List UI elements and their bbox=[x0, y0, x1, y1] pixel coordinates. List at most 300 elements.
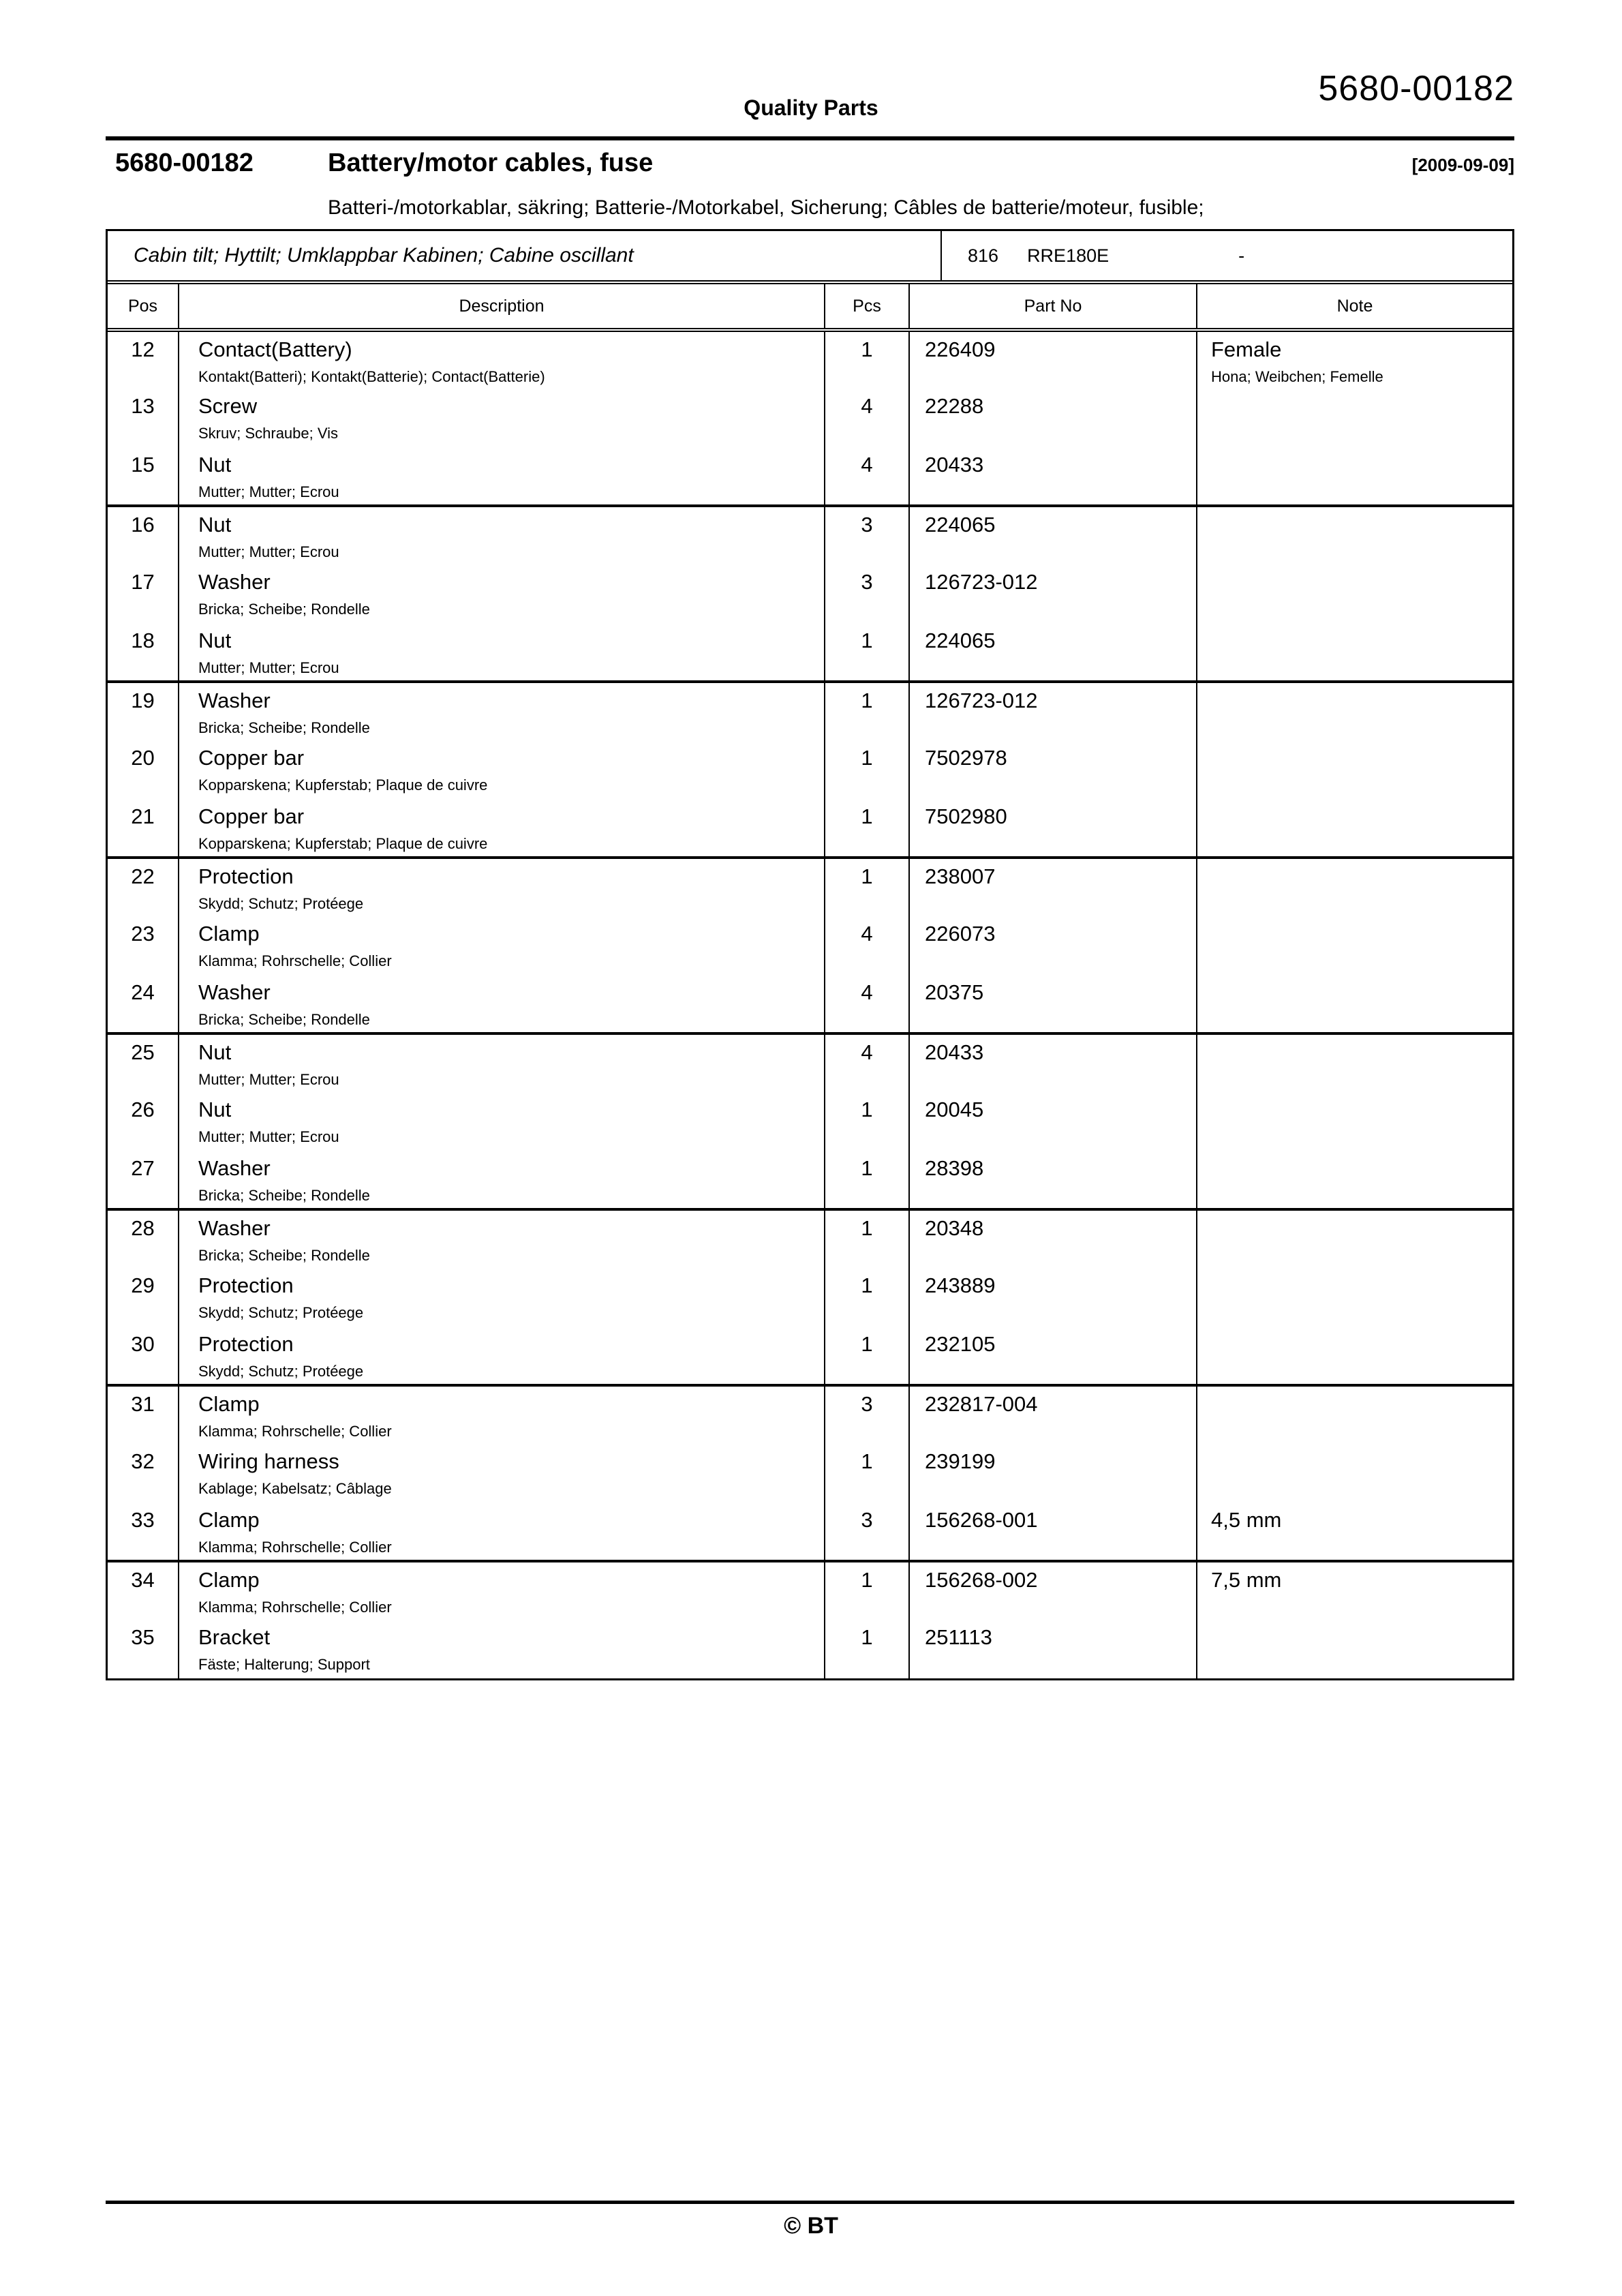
note-value bbox=[1211, 1620, 1512, 1627]
description-cell bbox=[179, 447, 825, 506]
pos-value: 16 bbox=[131, 513, 155, 537]
pcs-value: 1 bbox=[861, 337, 873, 361]
table-row bbox=[108, 1385, 1512, 1444]
description-translations: Bricka; Scheibe; Rondelle bbox=[198, 600, 370, 618]
parts-group bbox=[108, 506, 1512, 682]
pcs-cell bbox=[825, 1151, 909, 1209]
table-row bbox=[108, 682, 1512, 740]
column-header-note: Note bbox=[1197, 284, 1512, 330]
pos-cell bbox=[108, 1209, 179, 1268]
note-cell bbox=[1197, 623, 1512, 682]
pcs-cell bbox=[825, 916, 909, 975]
pos-cell bbox=[108, 799, 179, 858]
note-cell bbox=[1197, 1268, 1512, 1327]
part-no-value: 20348 bbox=[925, 1216, 984, 1240]
pcs-value: 3 bbox=[861, 1392, 873, 1416]
part-no-cell bbox=[909, 330, 1197, 389]
part-no-cell bbox=[909, 564, 1197, 623]
parts-table bbox=[108, 284, 1512, 1678]
description-value: Screw bbox=[198, 394, 258, 418]
table-row bbox=[108, 740, 1512, 799]
part-no-value: 156268-002 bbox=[925, 1568, 1038, 1592]
pcs-value: 1 bbox=[861, 1273, 873, 1297]
pos-value: 30 bbox=[131, 1332, 155, 1356]
pcs-value: 1 bbox=[861, 746, 873, 770]
description-value: Copper bar bbox=[198, 804, 305, 828]
table-row bbox=[108, 1327, 1512, 1385]
pos-cell bbox=[108, 330, 179, 389]
note-cell bbox=[1197, 506, 1512, 564]
description-cell bbox=[179, 1209, 825, 1268]
pcs-cell bbox=[825, 564, 909, 623]
title-row bbox=[106, 149, 1514, 178]
note-cell bbox=[1197, 682, 1512, 740]
note-cell bbox=[1197, 740, 1512, 799]
description-value: Clamp bbox=[198, 1568, 260, 1592]
pcs-value: 4 bbox=[861, 980, 873, 1004]
pcs-value: 1 bbox=[861, 1098, 873, 1121]
pos-cell bbox=[108, 1327, 179, 1385]
pcs-cell bbox=[825, 975, 909, 1033]
parts-group bbox=[108, 1209, 1512, 1385]
description-translations: Skruv; Schraube; Vis bbox=[198, 424, 339, 442]
pcs-cell bbox=[825, 1209, 909, 1268]
pcs-value: 1 bbox=[861, 1332, 873, 1356]
parts-table-header bbox=[108, 284, 1512, 330]
pos-cell bbox=[108, 1151, 179, 1209]
part-no-value: 7502980 bbox=[925, 804, 1007, 828]
description-translations: Kablage; Kabelsatz; Câblage bbox=[198, 1479, 392, 1497]
note-cell bbox=[1197, 858, 1512, 916]
column-header-pcs: Pcs bbox=[825, 284, 909, 330]
pos-value: 32 bbox=[131, 1449, 155, 1473]
pos-cell bbox=[108, 682, 179, 740]
pos-value: 33 bbox=[131, 1508, 155, 1532]
note-cell bbox=[1197, 1151, 1512, 1209]
note-value: 7,5 mm bbox=[1211, 1568, 1282, 1592]
description-value: Protection bbox=[198, 864, 294, 888]
pos-cell bbox=[108, 1444, 179, 1502]
pcs-value: 4 bbox=[861, 453, 873, 477]
pcs-value: 1 bbox=[861, 1156, 873, 1180]
pcs-value: 1 bbox=[861, 689, 873, 712]
description-cell bbox=[179, 623, 825, 682]
description-cell bbox=[179, 1033, 825, 1092]
note-cell bbox=[1197, 1561, 1512, 1620]
model-name: RRE180E bbox=[1027, 245, 1110, 266]
note-value bbox=[1211, 860, 1512, 866]
description-cell bbox=[179, 389, 825, 447]
pos-cell bbox=[108, 1561, 179, 1620]
part-no-value: 226409 bbox=[925, 337, 996, 361]
description-translations: Kopparskena; Kupferstab; Plaque de cuivre bbox=[198, 834, 488, 852]
pos-value: 17 bbox=[131, 570, 155, 594]
table-row bbox=[108, 916, 1512, 975]
pcs-cell bbox=[825, 1327, 909, 1385]
pos-value: 21 bbox=[131, 804, 155, 828]
description-cell bbox=[179, 1444, 825, 1502]
description-cell bbox=[179, 916, 825, 975]
note-value bbox=[1211, 508, 1512, 514]
part-no-value: 238007 bbox=[925, 864, 996, 888]
part-no-cell bbox=[909, 1620, 1197, 1678]
pcs-cell bbox=[825, 740, 909, 799]
note-cell bbox=[1197, 1327, 1512, 1385]
note-translations: Hona; Weibchen; Femelle bbox=[1211, 367, 1383, 385]
pos-cell bbox=[108, 858, 179, 916]
description-cell bbox=[179, 1385, 825, 1444]
part-no-cell bbox=[909, 1385, 1197, 1444]
note-value bbox=[1211, 389, 1512, 395]
parts-group bbox=[108, 1561, 1512, 1678]
note-value bbox=[1211, 917, 1512, 923]
pcs-value: 1 bbox=[861, 804, 873, 828]
description-cell bbox=[179, 799, 825, 858]
part-no-cell bbox=[909, 858, 1197, 916]
note-cell bbox=[1197, 975, 1512, 1033]
description-translations: Bricka; Scheibe; Rondelle bbox=[198, 1186, 370, 1204]
note-value bbox=[1211, 1211, 1512, 1218]
description-cell bbox=[179, 740, 825, 799]
table-row bbox=[108, 1151, 1512, 1209]
part-no-value: 232105 bbox=[925, 1332, 996, 1356]
part-no-value: 126723-012 bbox=[925, 570, 1038, 594]
brand-title: Quality Parts bbox=[744, 95, 878, 120]
note-cell bbox=[1197, 564, 1512, 623]
note-value: 4,5 mm bbox=[1211, 1508, 1282, 1532]
pcs-cell bbox=[825, 799, 909, 858]
part-no-cell bbox=[909, 1209, 1197, 1268]
parts-group bbox=[108, 330, 1512, 506]
part-no-cell bbox=[909, 1151, 1197, 1209]
note-cell bbox=[1197, 1209, 1512, 1268]
pos-value: 20 bbox=[131, 746, 155, 770]
column-header-description: Description bbox=[179, 284, 825, 330]
part-no-value: 22288 bbox=[925, 394, 984, 418]
part-no-value: 126723-012 bbox=[925, 689, 1038, 712]
pcs-value: 3 bbox=[861, 570, 873, 594]
pcs-value: 4 bbox=[861, 394, 873, 418]
pcs-cell bbox=[825, 1385, 909, 1444]
description-cell bbox=[179, 682, 825, 740]
pos-value: 15 bbox=[131, 453, 155, 477]
description-translations: Mutter; Mutter; Ecrou bbox=[198, 1070, 339, 1088]
pcs-cell bbox=[825, 447, 909, 506]
assembly-name: Cabin tilt; Hyttilt; Umklappbar Kabinen; Cabine oscillant bbox=[108, 231, 942, 280]
header-divider bbox=[106, 136, 1514, 140]
pos-cell bbox=[108, 506, 179, 564]
pos-cell bbox=[108, 1092, 179, 1151]
part-no-value: 251113 bbox=[925, 1625, 992, 1649]
description-cell bbox=[179, 1620, 825, 1678]
description-translations: Mutter; Mutter; Ecrou bbox=[198, 483, 339, 500]
description-translations: Bricka; Scheibe; Rondelle bbox=[198, 719, 370, 736]
note-cell bbox=[1197, 330, 1512, 389]
pos-value: 22 bbox=[131, 864, 155, 888]
description-value: Nut bbox=[198, 629, 232, 652]
description-value: Nut bbox=[198, 513, 232, 537]
pcs-cell bbox=[825, 330, 909, 389]
note-cell bbox=[1197, 916, 1512, 975]
description-value: Contact(Battery) bbox=[198, 337, 352, 361]
table-row bbox=[108, 1502, 1512, 1561]
description-cell bbox=[179, 1327, 825, 1385]
pcs-cell bbox=[825, 1092, 909, 1151]
part-no-value: 28398 bbox=[925, 1156, 984, 1180]
part-no-value: 7502978 bbox=[925, 746, 1007, 770]
page-doc-number: 5680-00182 bbox=[1318, 69, 1514, 108]
table-row bbox=[108, 1561, 1512, 1620]
part-no-cell bbox=[909, 916, 1197, 975]
description-value: Protection bbox=[198, 1332, 294, 1356]
pos-cell bbox=[108, 1033, 179, 1092]
table-row bbox=[108, 1620, 1512, 1678]
table-row bbox=[108, 799, 1512, 858]
note-cell bbox=[1197, 1092, 1512, 1151]
title-doc-number: 5680-00182 bbox=[115, 149, 254, 177]
part-no-cell bbox=[909, 1092, 1197, 1151]
pos-value: 19 bbox=[131, 689, 155, 712]
part-no-cell bbox=[909, 975, 1197, 1033]
description-translations: Bricka; Scheibe; Rondelle bbox=[198, 1010, 370, 1028]
pcs-cell bbox=[825, 1444, 909, 1502]
section-header-row bbox=[108, 231, 1512, 284]
table-row bbox=[108, 623, 1512, 682]
description-value: Wiring harness bbox=[198, 1449, 339, 1473]
note-value bbox=[1211, 800, 1512, 806]
pos-cell bbox=[108, 1268, 179, 1327]
note-value bbox=[1211, 741, 1512, 747]
part-no-cell bbox=[909, 740, 1197, 799]
table-row bbox=[108, 1268, 1512, 1327]
note-cell bbox=[1197, 1385, 1512, 1444]
parts-group bbox=[108, 1033, 1512, 1209]
description-cell bbox=[179, 1561, 825, 1620]
description-translations: Skydd; Schutz; Protéege bbox=[198, 1362, 364, 1380]
note-value bbox=[1211, 976, 1512, 982]
description-translations: Kopparskena; Kupferstab; Plaque de cuivre bbox=[198, 776, 488, 794]
pos-value: 34 bbox=[131, 1568, 155, 1592]
table-row bbox=[108, 858, 1512, 916]
description-cell bbox=[179, 858, 825, 916]
model-info bbox=[942, 245, 1512, 267]
description-cell bbox=[179, 1151, 825, 1209]
description-cell bbox=[179, 1268, 825, 1327]
pos-value: 31 bbox=[131, 1392, 155, 1416]
pcs-value: 4 bbox=[861, 1040, 873, 1064]
table-row bbox=[108, 564, 1512, 623]
description-translations: Fäste; Halterung; Support bbox=[198, 1655, 370, 1673]
pcs-cell bbox=[825, 389, 909, 447]
pos-cell bbox=[108, 1620, 179, 1678]
note-value bbox=[1211, 1445, 1512, 1451]
pcs-value: 1 bbox=[861, 629, 873, 652]
description-cell bbox=[179, 506, 825, 564]
description-translations: Klamma; Rohrschelle; Collier bbox=[198, 1538, 392, 1556]
pcs-value: 1 bbox=[861, 864, 873, 888]
table-row bbox=[108, 1444, 1512, 1502]
column-header-part-no: Part No bbox=[909, 284, 1197, 330]
description-value: Bracket bbox=[198, 1625, 271, 1649]
table-row bbox=[108, 447, 1512, 506]
pcs-cell bbox=[825, 623, 909, 682]
model-code: 816 bbox=[968, 245, 999, 266]
part-no-value: 20433 bbox=[925, 1040, 984, 1064]
part-no-value: 243889 bbox=[925, 1273, 996, 1297]
pcs-cell bbox=[825, 1268, 909, 1327]
pos-cell bbox=[108, 1502, 179, 1561]
description-translations: Skydd; Schutz; Protéege bbox=[198, 894, 364, 912]
part-no-value: 224065 bbox=[925, 513, 996, 537]
note-value bbox=[1211, 448, 1512, 454]
part-no-value: 224065 bbox=[925, 629, 996, 652]
pcs-cell bbox=[825, 506, 909, 564]
pos-value: 29 bbox=[131, 1273, 155, 1297]
note-cell bbox=[1197, 1620, 1512, 1678]
part-no-value: 156268-001 bbox=[925, 1508, 1038, 1532]
pcs-value: 3 bbox=[861, 513, 873, 537]
part-no-cell bbox=[909, 1444, 1197, 1502]
pos-cell bbox=[108, 740, 179, 799]
part-no-value: 20375 bbox=[925, 980, 984, 1004]
parts-group bbox=[108, 1385, 1512, 1561]
pcs-cell bbox=[825, 1561, 909, 1620]
note-value bbox=[1211, 565, 1512, 571]
description-value: Washer bbox=[198, 689, 271, 712]
note-cell bbox=[1197, 389, 1512, 447]
table-row bbox=[108, 506, 1512, 564]
note-value bbox=[1211, 1387, 1512, 1393]
note-value bbox=[1211, 1327, 1512, 1333]
description-cell bbox=[179, 330, 825, 389]
page-title: Battery/motor cables, fuse bbox=[328, 149, 654, 177]
pos-cell bbox=[108, 389, 179, 447]
note-value bbox=[1211, 684, 1512, 690]
pcs-value: 1 bbox=[861, 1625, 873, 1649]
part-no-cell bbox=[909, 1502, 1197, 1561]
note-value bbox=[1211, 624, 1512, 630]
description-translations: Klamma; Rohrschelle; Collier bbox=[198, 1422, 392, 1440]
description-value: Clamp bbox=[198, 1392, 260, 1416]
note-cell bbox=[1197, 1444, 1512, 1502]
pcs-value: 1 bbox=[861, 1449, 873, 1473]
pos-value: 18 bbox=[131, 629, 155, 652]
pcs-value: 1 bbox=[861, 1216, 873, 1240]
parts-table-container bbox=[106, 229, 1514, 1680]
revision-date: [2009-09-09] bbox=[1411, 155, 1514, 175]
parts-group bbox=[108, 858, 1512, 1033]
table-row bbox=[108, 330, 1512, 389]
column-header-pos: Pos bbox=[108, 284, 179, 330]
description-value: Washer bbox=[198, 1156, 271, 1180]
pcs-cell bbox=[825, 682, 909, 740]
description-value: Washer bbox=[198, 570, 271, 594]
table-row bbox=[108, 975, 1512, 1033]
description-value: Nut bbox=[198, 1040, 232, 1064]
note-value: Female bbox=[1211, 337, 1282, 361]
pcs-cell bbox=[825, 1620, 909, 1678]
part-no-cell bbox=[909, 506, 1197, 564]
part-no-cell bbox=[909, 447, 1197, 506]
note-cell bbox=[1197, 447, 1512, 506]
pcs-value: 4 bbox=[861, 922, 873, 946]
description-value: Washer bbox=[198, 1216, 271, 1240]
pos-value: 35 bbox=[131, 1625, 155, 1649]
description-value: Nut bbox=[198, 453, 232, 477]
pos-cell bbox=[108, 975, 179, 1033]
note-value bbox=[1211, 1093, 1512, 1099]
table-row bbox=[108, 1033, 1512, 1092]
description-translations: Klamma; Rohrschelle; Collier bbox=[198, 952, 392, 969]
table-row bbox=[108, 1209, 1512, 1268]
description-value: Nut bbox=[198, 1098, 232, 1121]
part-no-cell bbox=[909, 1268, 1197, 1327]
footer-divider bbox=[106, 2201, 1514, 2204]
pos-cell bbox=[108, 1385, 179, 1444]
pos-value: 13 bbox=[131, 394, 155, 418]
description-translations: Bricka; Scheibe; Rondelle bbox=[198, 1246, 370, 1264]
pos-value: 26 bbox=[131, 1098, 155, 1121]
note-cell bbox=[1197, 799, 1512, 858]
description-translations: Kontakt(Batteri); Kontakt(Batterie); Contact(Batterie) bbox=[198, 367, 545, 385]
description-value: Copper bar bbox=[198, 746, 305, 770]
pos-value: 24 bbox=[131, 980, 155, 1004]
description-cell bbox=[179, 1092, 825, 1151]
note-value bbox=[1211, 1269, 1512, 1275]
description-translations: Mutter; Mutter; Ecrou bbox=[198, 543, 339, 560]
part-no-cell bbox=[909, 1327, 1197, 1385]
pcs-cell bbox=[825, 858, 909, 916]
note-cell bbox=[1197, 1033, 1512, 1092]
description-cell bbox=[179, 1502, 825, 1561]
pos-value: 25 bbox=[131, 1040, 155, 1064]
part-no-cell bbox=[909, 799, 1197, 858]
pos-cell bbox=[108, 916, 179, 975]
pos-value: 27 bbox=[131, 1156, 155, 1180]
description-translations: Klamma; Rohrschelle; Collier bbox=[198, 1598, 392, 1616]
description-cell bbox=[179, 564, 825, 623]
part-no-value: 20045 bbox=[925, 1098, 984, 1121]
pos-cell bbox=[108, 447, 179, 506]
pos-value: 28 bbox=[131, 1216, 155, 1240]
description-translations: Mutter; Mutter; Ecrou bbox=[198, 659, 339, 676]
note-cell bbox=[1197, 1502, 1512, 1561]
part-no-value: 20433 bbox=[925, 453, 984, 477]
table-row bbox=[108, 1092, 1512, 1151]
page-subtitle: Batteri-/motorkablar, säkring; Batterie-/Motorkabel, Sicherung; Câbles de batterie/moteur, fusible; bbox=[328, 196, 1204, 219]
table-row bbox=[108, 389, 1512, 447]
pos-cell bbox=[108, 564, 179, 623]
description-value: Washer bbox=[198, 980, 271, 1004]
serial-range: - bbox=[1238, 245, 1245, 266]
note-value bbox=[1211, 1151, 1512, 1158]
description-value: Clamp bbox=[198, 1508, 260, 1532]
part-no-value: 232817-004 bbox=[925, 1392, 1038, 1416]
part-no-cell bbox=[909, 1033, 1197, 1092]
description-translations: Skydd; Schutz; Protéege bbox=[198, 1303, 364, 1321]
pos-cell bbox=[108, 623, 179, 682]
part-no-cell bbox=[909, 389, 1197, 447]
parts-group bbox=[108, 682, 1512, 858]
pcs-value: 3 bbox=[861, 1508, 873, 1532]
part-no-cell bbox=[909, 623, 1197, 682]
pos-value: 12 bbox=[131, 337, 155, 361]
pos-value: 23 bbox=[131, 922, 155, 946]
pcs-value: 1 bbox=[861, 1568, 873, 1592]
part-no-value: 239199 bbox=[925, 1449, 996, 1473]
part-no-value: 226073 bbox=[925, 922, 996, 946]
note-value bbox=[1211, 1036, 1512, 1042]
